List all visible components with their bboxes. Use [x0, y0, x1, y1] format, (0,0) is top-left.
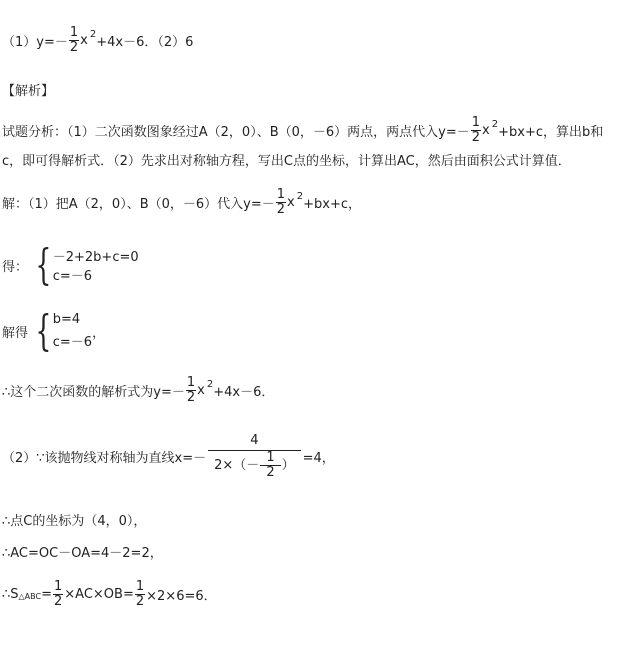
solution-fraction [276, 188, 286, 217]
hint-line-1 [2, 116, 603, 145]
area-fraction-1 [53, 580, 63, 609]
axis-fraction [208, 432, 300, 480]
hint-line1-prefix: 试题分析：（1）二次函数图象经过A（2，0）、B（0，－6）两点，两点代入y=－ [2, 125, 470, 140]
exponent: 2 [206, 379, 214, 390]
equation-1: －2+2b+c=0 [52, 250, 139, 265]
fraction-numerator: 1 [69, 25, 79, 40]
variable-x: x [197, 383, 205, 398]
solution-system [2, 306, 106, 355]
solution-system-suffix: ， [92, 325, 106, 341]
fraction-numerator: 4 [250, 433, 259, 448]
solution-b: b=4 [52, 312, 81, 327]
result-suffix: +4x－6． [213, 385, 275, 400]
fraction-denominator: 2 [135, 594, 145, 609]
axis-den-prefix: 2×（－ [214, 457, 260, 473]
result-line [2, 376, 274, 405]
analysis-title-text: 【解析】 [2, 84, 55, 99]
solution-c: c=－6 [52, 335, 93, 350]
variable-x: x [482, 123, 490, 138]
area-subscript: △ABC [18, 592, 42, 601]
area-middle: ×AC×OB= [64, 587, 134, 602]
area-equals: = [41, 587, 52, 602]
ac-text: ∴AC=OC－OA=4－2=2， [2, 546, 163, 561]
fraction-denominator: 2 [54, 594, 63, 609]
result-prefix: ∴这个二次函数的解析式为y=－ [2, 385, 185, 400]
answer-part1-rest: +4x－6．（2）6 [96, 35, 194, 50]
exponent: 2 [89, 29, 97, 40]
area-suffix: ×2×6=6． [146, 589, 217, 604]
hint-line2-text: c，即可得解析式．（2）先求出对称轴方程，写出C点的坐标，计算出AC，然后由面积公式计算值． [2, 154, 571, 169]
analysis-title [2, 80, 54, 99]
point-c-line [2, 510, 146, 529]
variable-x: x [287, 195, 295, 210]
equation-2: c=－6 [52, 269, 93, 284]
solution-line1-prefix: 解：（1）把A（2，0）、B（0，－6）代入y=－ [2, 197, 275, 212]
left-brace: { [35, 306, 52, 355]
fraction-numerator: 1 [471, 115, 481, 130]
point-c-text: ∴点C的坐标为（4，0）， [2, 514, 147, 529]
fraction-denominator: 2 [276, 202, 286, 217]
fraction-numerator: 1 [186, 375, 196, 390]
solve-label: 解得 [2, 325, 29, 341]
axis-line [2, 432, 335, 480]
system-brace-group [30, 306, 93, 355]
axis-suffix: =4， [302, 450, 335, 466]
fraction-numerator: 1 [135, 579, 145, 594]
variable-x: x [80, 33, 88, 48]
fraction-numerator: 1 [276, 187, 286, 202]
area-fraction-2 [135, 580, 145, 609]
answer-line [2, 26, 193, 55]
answer-fraction [69, 26, 79, 55]
hint-line1-suffix: +bx+c，算出b和 [498, 125, 604, 140]
fraction-numerator: 1 [266, 450, 275, 465]
get-label: 得： [2, 259, 29, 275]
area-prefix: ∴S [2, 587, 19, 602]
exponent: 2 [491, 119, 499, 130]
fraction-denominator: 2 [186, 390, 196, 405]
fraction-numerator: 1 [54, 579, 63, 594]
axis-prefix: （2）∵该抛物线对称轴为直线x=－ [2, 450, 207, 466]
fraction-denominator: 2 [69, 40, 79, 55]
result-fraction [186, 376, 196, 405]
solution-line-1 [2, 188, 361, 217]
exponent: 2 [296, 191, 304, 202]
fraction-denominator [208, 450, 300, 480]
fraction-denominator: 2 [260, 465, 280, 480]
left-brace: { [35, 240, 52, 289]
inner-fraction [260, 451, 280, 480]
hint-line-2 [2, 150, 571, 169]
area-line [2, 580, 217, 609]
ac-line [2, 542, 163, 561]
equation-system [2, 240, 139, 289]
fraction-denominator: 2 [471, 130, 481, 145]
solution-line1-suffix: +bx+c， [303, 197, 362, 212]
system-brace-group [30, 240, 139, 289]
hint-fraction [471, 116, 481, 145]
axis-den-suffix: ） [281, 457, 295, 473]
answer-part1-prefix: （1）y=－ [2, 35, 68, 50]
